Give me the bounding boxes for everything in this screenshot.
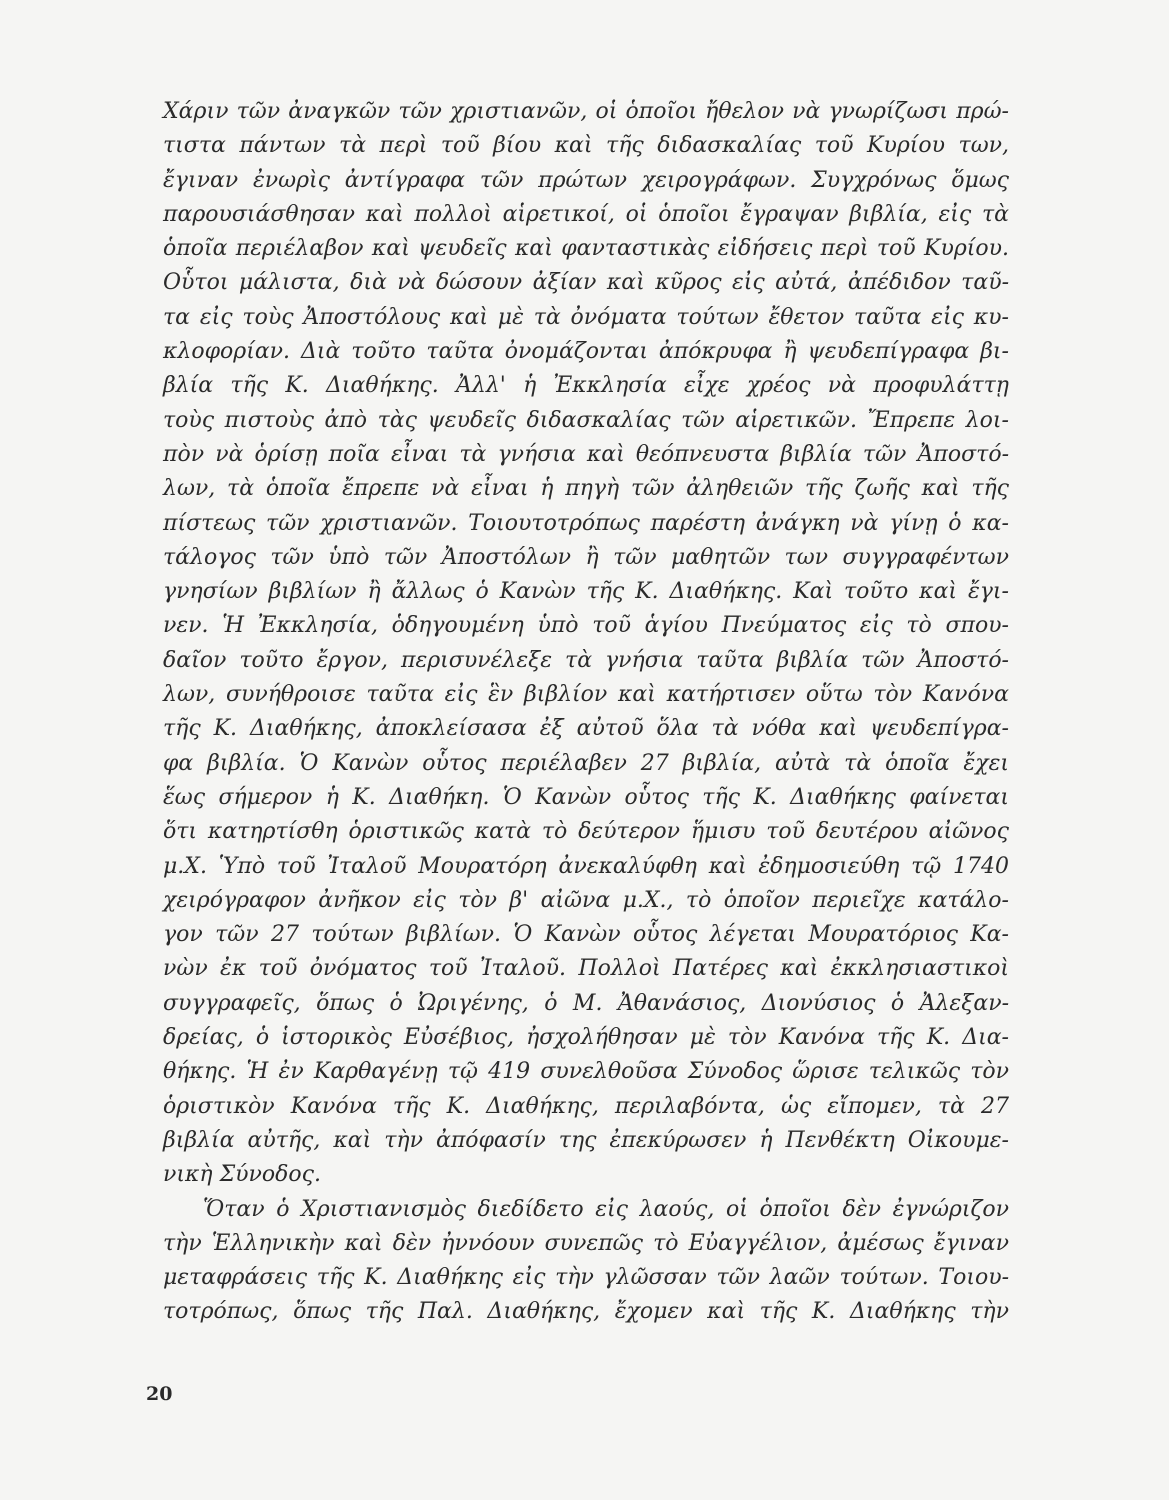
text-line: δαῖον τοῦτο ἔργον, περισυνέλεξε τὰ γνήσια ταῦτα βιβλία τῶν Ἀποστό- [163, 647, 1009, 673]
text-line: δρείας, ὁ ἱστορικὸς Εὐσέβιος, ἠσχολήθησαν μὲ τὸν Κανόνα τῆς Κ. Δια- [163, 1025, 1009, 1051]
text-line: νεν. Ἡ Ἐκκλησία, ὁδηγουμένη ὑπὸ τοῦ ἁγίου Πνεύματος εἰς τὸ σπου- [163, 613, 1009, 639]
text-line-paragraph-end: νικὴ Σύνοδος. [163, 1162, 321, 1188]
text-line: χειρόγραφον ἀνῆκον εἰς τὸν β' αἰῶνα μ.Χ., τὸ ὁποῖον περιεῖχε κατάλο- [163, 887, 1009, 913]
text-line: τὴν Ἑλληνικὴν καὶ δὲν ἠννόουν συνεπῶς τὸ Εὐαγγέλιον, ἀμέσως ἔγιναν [163, 1230, 1009, 1256]
text-line: νὼν ἐκ τοῦ ὀνόματος τοῦ Ἰταλοῦ. Πολλοὶ Πατέρες καὶ ἐκκλησιαστικοὶ [163, 956, 1009, 982]
text-line: θήκης. Ἡ ἐν Καρθαγένῃ τῷ 419 συνελθοῦσα Σύνοδος ὥρισε τελικῶς τὸν [163, 1059, 1009, 1085]
text-line: μ.Χ. Ὑπὸ τοῦ Ἰταλοῦ Μουρατόρη ἀνεκαλύφθη καὶ ἐδημοσιεύθη τῷ 1740 [163, 853, 1009, 879]
text-line: ὅτι κατηρτίσθη ὁριστικῶς κατὰ τὸ δεύτερον ἥμισυ τοῦ δευτέρου αἰῶνος [163, 819, 1009, 845]
text-line: τῆς Κ. Διαθήκης, ἀποκλείσασα ἐξ αὐτοῦ ὅλα τὰ νόθα καὶ ψευδεπίγρα- [163, 716, 1009, 742]
text-line-paragraph-start: Ὅταν ὁ Χριστιανισμὸς διεδίδετο εἰς λαούς, οἱ ὁποῖοι δὲν ἐγνώριζον [203, 1196, 1009, 1222]
text-line: τιστα πάντων τὰ περὶ τοῦ βίου καὶ τῆς διδασκαλίας τοῦ Κυρίου των, [163, 133, 1009, 159]
text-line: βιβλία αὐτῆς, καὶ τὴν ἀπόφασίν της ἐπεκύρωσεν ἡ Πενθέκτη Οἰκουμε- [163, 1127, 1009, 1153]
text-line: μεταφράσεις τῆς Κ. Διαθήκης εἰς τὴν γλῶσσαν τῶν λαῶν τούτων. Τοιου- [163, 1265, 1009, 1291]
text-line: πίστεως τῶν χριστιανῶν. Τοιουτοτρόπως παρέστη ἀνάγκη νὰ γίνῃ ὁ κα- [163, 510, 1009, 536]
text-line: λων, τὰ ὁποῖα ἔπρεπε νὰ εἶναι ἡ πηγὴ τῶν ἀληθειῶν τῆς ζωῆς καὶ τῆς [163, 476, 1009, 502]
text-line: τοὺς πιστοὺς ἀπὸ τὰς ψευδεῖς διδασκαλίας τῶν αἱρετικῶν. Ἔπρεπε λοι- [163, 407, 1009, 433]
text-line: ὁποῖα περιέλαβον καὶ ψευδεῖς καὶ φανταστικὰς εἰδήσεις περὶ τοῦ Κυρίου. [163, 236, 1009, 262]
text-line: τάλογος τῶν ὑπὸ τῶν Ἀποστόλων ἢ τῶν μαθητῶν των συγγραφέντων [163, 544, 1009, 570]
text-line: παρουσιάσθησαν καὶ πολλοὶ αἱρετικοί, οἱ ὁποῖοι ἔγραψαν βιβλία, εἰς τὰ [163, 201, 1009, 227]
body-text [163, 95, 1009, 1330]
text-line: τοτρόπως, ὅπως τῆς Παλ. Διαθήκης, ἔχομεν καὶ τῆς Κ. Διαθήκης τὴν [163, 1299, 1009, 1325]
text-line: ὁριστικὸν Κανόνα τῆς Κ. Διαθήκης, περιλαβόντα, ὡς εἴπομεν, τὰ 27 [163, 1093, 1009, 1119]
text-line: γον τῶν 27 τούτων βιβλίων. Ὁ Κανὼν οὗτος λέγεται Μουρατόριος Κα- [163, 922, 1009, 948]
text-line: ἔγιναν ἐνωρὶς ἀντίγραφα τῶν πρώτων χειρογράφων. Συγχρόνως ὅμως [163, 167, 1009, 193]
text-line: λων, συνήθροισε ταῦτα εἰς ἓν βιβλίον καὶ κατήρτισεν οὕτω τὸν Κανόνα [163, 682, 1009, 708]
text-line: Χάριν τῶν ἀναγκῶν τῶν χριστιανῶν, οἱ ὁποῖοι ἤθελον νὰ γνωρίζωσι πρώ- [163, 99, 1009, 124]
text-line: βλία τῆς Κ. Διαθήκης. Ἀλλ' ἡ Ἐκκλησία εἶχε χρέος νὰ προφυλάττῃ [163, 373, 1009, 399]
text-line: κλοφορίαν. Διὰ τοῦτο ταῦτα ὀνομάζονται ἀπόκρυφα ἢ ψευδεπίγραφα βι- [163, 339, 1009, 365]
text-line: γνησίων βιβλίων ἢ ἄλλως ὁ Κανὼν τῆς Κ. Διαθήκης. Καὶ τοῦτο καὶ ἔγι- [163, 579, 1009, 605]
text-line: συγγραφεῖς, ὅπως ὁ Ὠριγένης, ὁ Μ. Ἀθανάσιος, Διονύσιος ὁ Ἀλεξαν- [163, 990, 1009, 1016]
text-line: Οὗτοι μάλιστα, διὰ νὰ δώσουν ἀξίαν καὶ κῦρος εἰς αὐτά, ἀπέδιδον ταῦ- [163, 270, 1009, 296]
text-line: φα βιβλία. Ὁ Κανὼν οὗτος περιέλαβεν 27 βιβλία, αὐτὰ τὰ ὁποῖα ἔχει [163, 750, 1009, 776]
text-line: τα εἰς τοὺς Ἀποστόλους καὶ μὲ τὰ ὀνόματα τούτων ἔθετον ταῦτα εἰς κυ- [163, 304, 1009, 330]
text-line: πὸν νὰ ὁρίσῃ ποῖα εἶναι τὰ γνήσια καὶ θεόπνευστα βιβλία τῶν Ἀποστό- [163, 441, 1009, 467]
text-line: ἕως σήμερον ἡ Κ. Διαθήκη. Ὁ Κανὼν οὗτος τῆς Κ. Διαθήκης φαίνεται [163, 784, 1009, 810]
page-number: 20 [146, 1383, 173, 1405]
